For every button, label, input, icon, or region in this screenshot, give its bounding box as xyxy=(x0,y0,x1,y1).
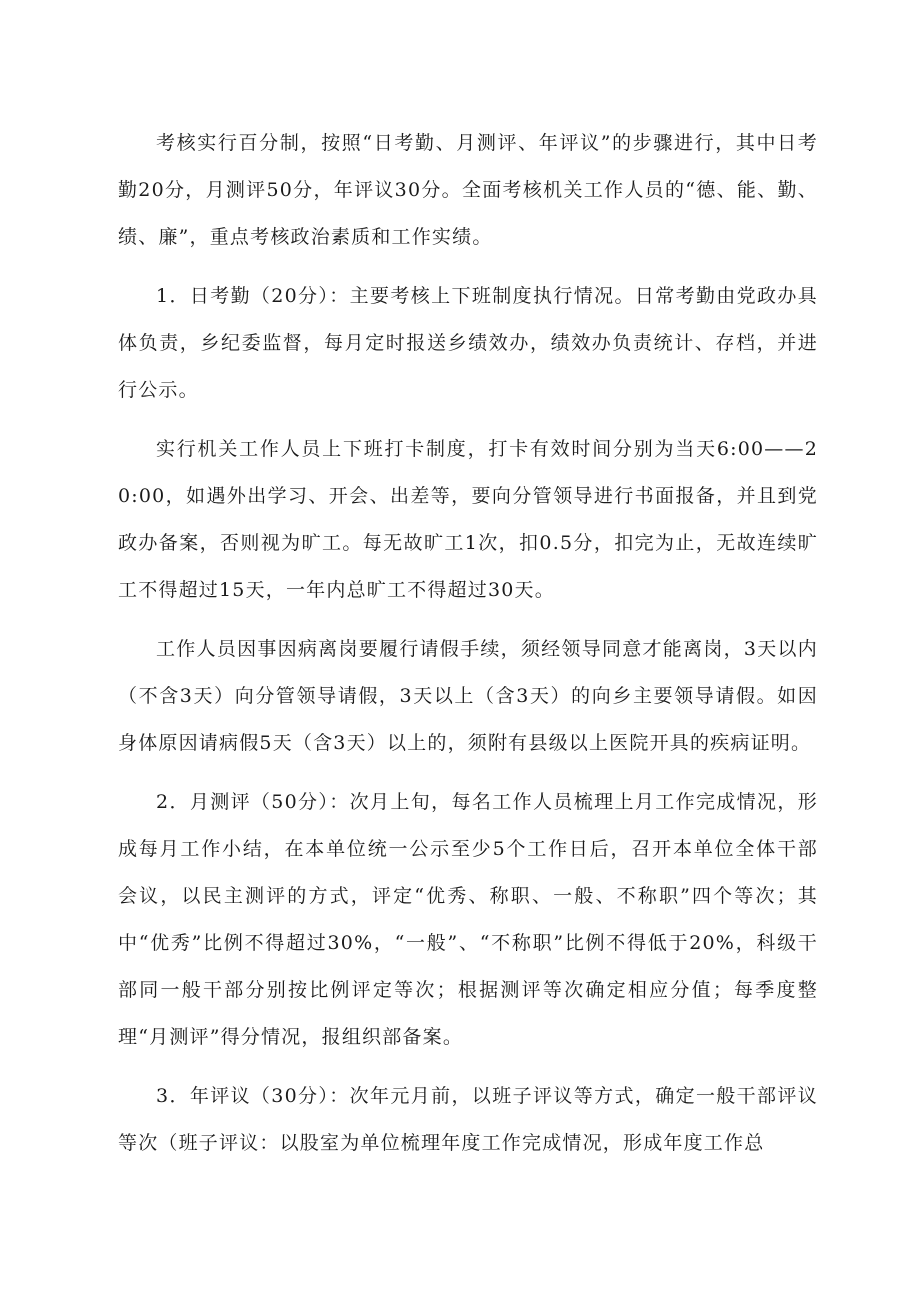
paragraph-daily-attendance: 1．日考勤（20分）：主要考核上下班制度执行情况。日常考勤由党政办具体负责，乡纪委监督，每月定时报送乡绩效办，绩效办负责统计、存档，并进行公示。 xyxy=(118,285,818,401)
paragraph-overview: 考核实行百分制，按照“日考勤、月测评、年评议”的步骤进行，其中日考勤20分，月测评50分，年评议30分。全面考核机关工作人员的“德、能、勤、绩、廉”，重点考核政治素质和工作实绩。 xyxy=(118,132,818,248)
paragraph-annual-review: 3．年评议（30分）：次年元月前，以班子评议等方式，确定一般干部评议等次（班子评议：以股室为单位梳理年度工作完成情况，形成年度工作总 xyxy=(118,1085,818,1154)
document-body xyxy=(118,120,818,1179)
paragraph-monthly-evaluation: 2．月测评（50分）：次月上旬，每名工作人员梳理上月工作完成情况，形成每月工作小结，在本单位统一公示至少5个工作日后，召开本单位全体干部会议，以民主测评的方式，评定“优秀、称职、一般、不称职”四个等次；其中“优秀”比例不得超过30%，“一般”、“不称职”比例不得低于20%，科级干部同一般干部分别按比例评定等次；根据测评等次确定相应分值；每季度整理“月测评”得分情况，报组织部备案。 xyxy=(118,791,818,1048)
paragraph-clock-in-rules: 实行机关工作人员上下班打卡制度，打卡有效时间分别为当天6:00——20:00，如遇外出学习、开会、出差等，要向分管领导进行书面报备，并且到党政办备案，否则视为旷工。每无故旷工1次，扣0.5分，扣完为止，无故连续旷工不得超过15天，一年内总旷工不得超过30天。 xyxy=(118,438,818,601)
paragraph-leave-rules: 工作人员因事因病离岗要履行请假手续，须经领导同意才能离岗，3天以内（不含3天）向分管领导请假，3天以上（含3天）的向乡主要领导请假。如因身体原因请病假5天（含3天）以上的，须附有县级以上医院开具的疾病证明。 xyxy=(118,638,818,754)
